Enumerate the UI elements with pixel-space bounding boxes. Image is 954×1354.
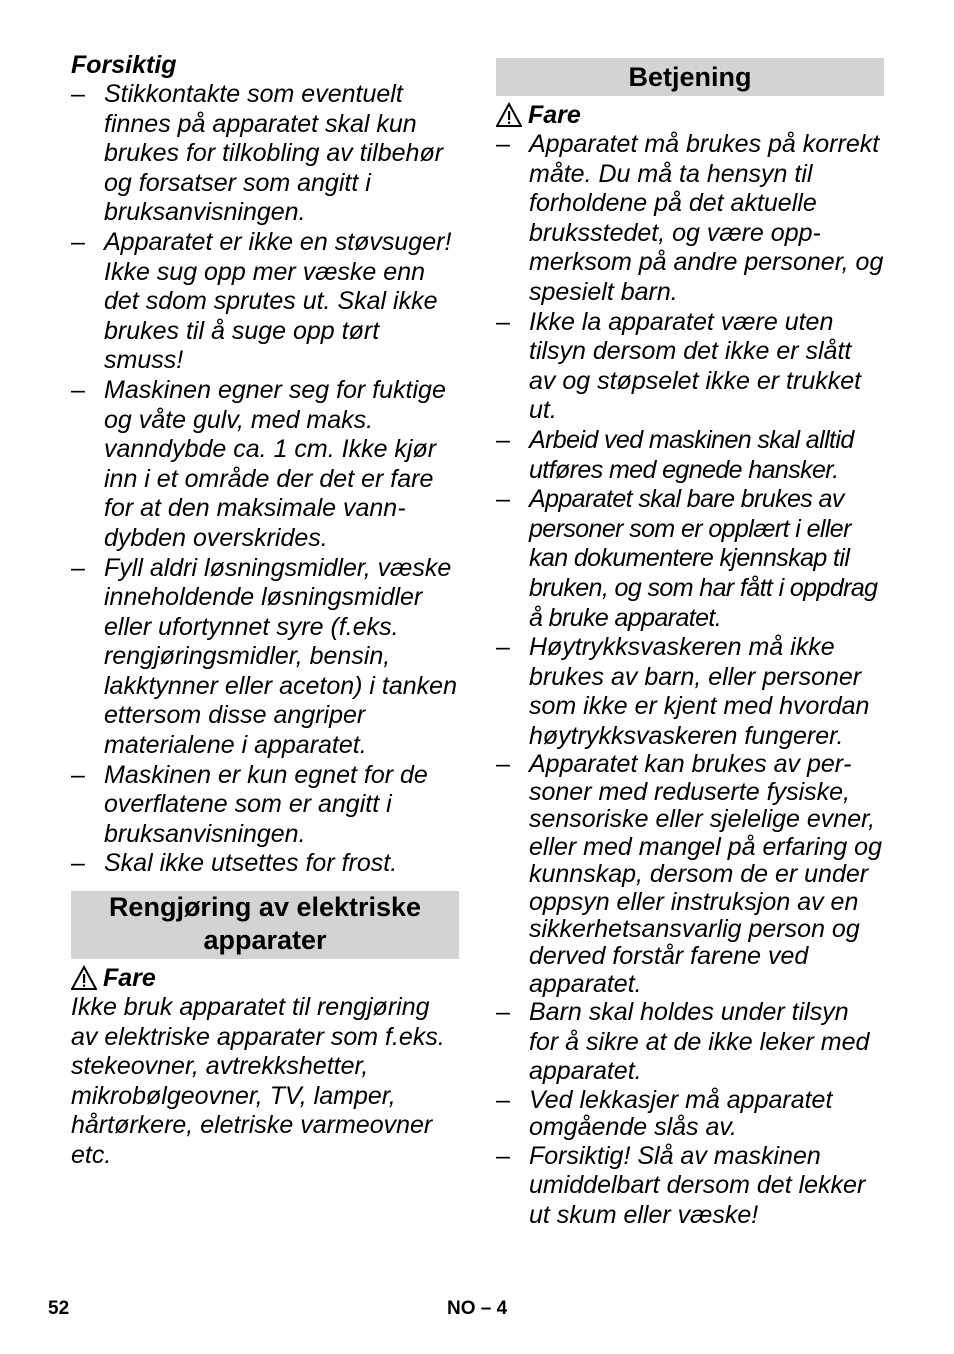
page-number: 52 bbox=[48, 1298, 70, 1319]
left-column bbox=[71, 50, 459, 1171]
danger-label: Fare bbox=[496, 100, 884, 130]
danger-label: Fare bbox=[71, 963, 459, 993]
section-heading-cleaning: Rengjøring av elektriske apparater bbox=[71, 891, 459, 959]
warning-triangle-icon bbox=[496, 102, 522, 128]
list-item: – Fyll aldri løsningsmidler, væske inneholdende løsningsmidler eller ufortynnet syre (f.eks. rengjøringsmidler, bensin, lakktynner eller aceton) i tanken ettersom disse angriper materialene i apparatet. bbox=[71, 553, 457, 760]
right-column bbox=[496, 58, 884, 1231]
list-item: – Høytrykksvaskeren må ikke brukes av barn, eller personer som ikke er kjent med hvordan høytrykksvaskeren fungerer. bbox=[496, 633, 870, 750]
list-item: – Ved lekkasjer må apparatet omgående slås av. bbox=[496, 1085, 833, 1142]
section-code: NO – 4 bbox=[447, 1298, 508, 1319]
caution-heading: Forsiktig bbox=[71, 51, 177, 79]
list-item: – Apparatet skal bare brukes av personer som er opplært i eller kan dokumentere kjennskap til bruken, og som har fått i oppdrag å bruke apparatet. bbox=[496, 485, 878, 632]
operation-list bbox=[496, 130, 884, 1231]
warning-triangle-icon bbox=[71, 965, 97, 991]
list-item: – Arbeid ved maskinen skal alltid utføres med egnede hansker. bbox=[496, 425, 854, 484]
list-item: – Apparatet kan brukes av personer med reduserte fysiske, sensoriske eller sjelelige evner, eller med mangel på erfaring og kunnskap, dersom de er under oppsyn eller instruksjon av en sikkerhetsansvarlig person og derved forstår farene ved apparatet. bbox=[496, 750, 882, 998]
list-item: – Apparatet er ikke en støvsuger! Ikke sug opp mer væske enn det sdom sprutes ut. Skal ikke brukes til å suge opp tørt smuss! bbox=[71, 227, 452, 375]
list-item: – Barn skal holdes under tilsyn for å sikre at de ikke leker med apparatet. bbox=[496, 998, 870, 1086]
caution-list bbox=[71, 80, 459, 879]
list-item: – Maskinen er kun egnet for de overflatene som er angitt i bruksanvisningen. bbox=[71, 760, 428, 848]
list-item: – Forsiktig! Slå av maskinen umiddelbart dersom det lekker ut skum eller væske! bbox=[496, 1141, 866, 1229]
list-item: – Apparatet må brukes på korrekt måte. Du må ta hensyn til forholdene på det aktuelle bruksstedet, og være oppmerksom på andre personer, og spesielt barn. bbox=[496, 130, 884, 306]
section-heading-operation: Betjening bbox=[496, 58, 884, 96]
list-item: – Maskinen egner seg for fuktige og våte gulv, med maks. vanndybde ca. 1 cm. Ikke kjør inn i et område der det er fare for at den maksimale vanndybden overskrides. bbox=[71, 375, 446, 552]
danger-text: Ikke bruk apparatet til rengjøring av elektriske apparater som f.eks. stekeovner, avtrekkshetter, mikrobølgeovner, TV, lamper, hårtørkere, eletriske varmeovner etc. bbox=[71, 993, 445, 1169]
list-item: – Stikkontakte som eventuelt finnes på apparatet skal kun brukes for tilkobling av tilbehør og forsatser som angitt i bruksanvisningen. bbox=[71, 80, 444, 227]
list-item: – Ikke la apparatet være uten tilsyn dersom det ikke er slått av og støpselet ikke er trukket ut. bbox=[496, 307, 862, 425]
list-item: – Skal ikke utsettes for frost. bbox=[71, 849, 398, 878]
